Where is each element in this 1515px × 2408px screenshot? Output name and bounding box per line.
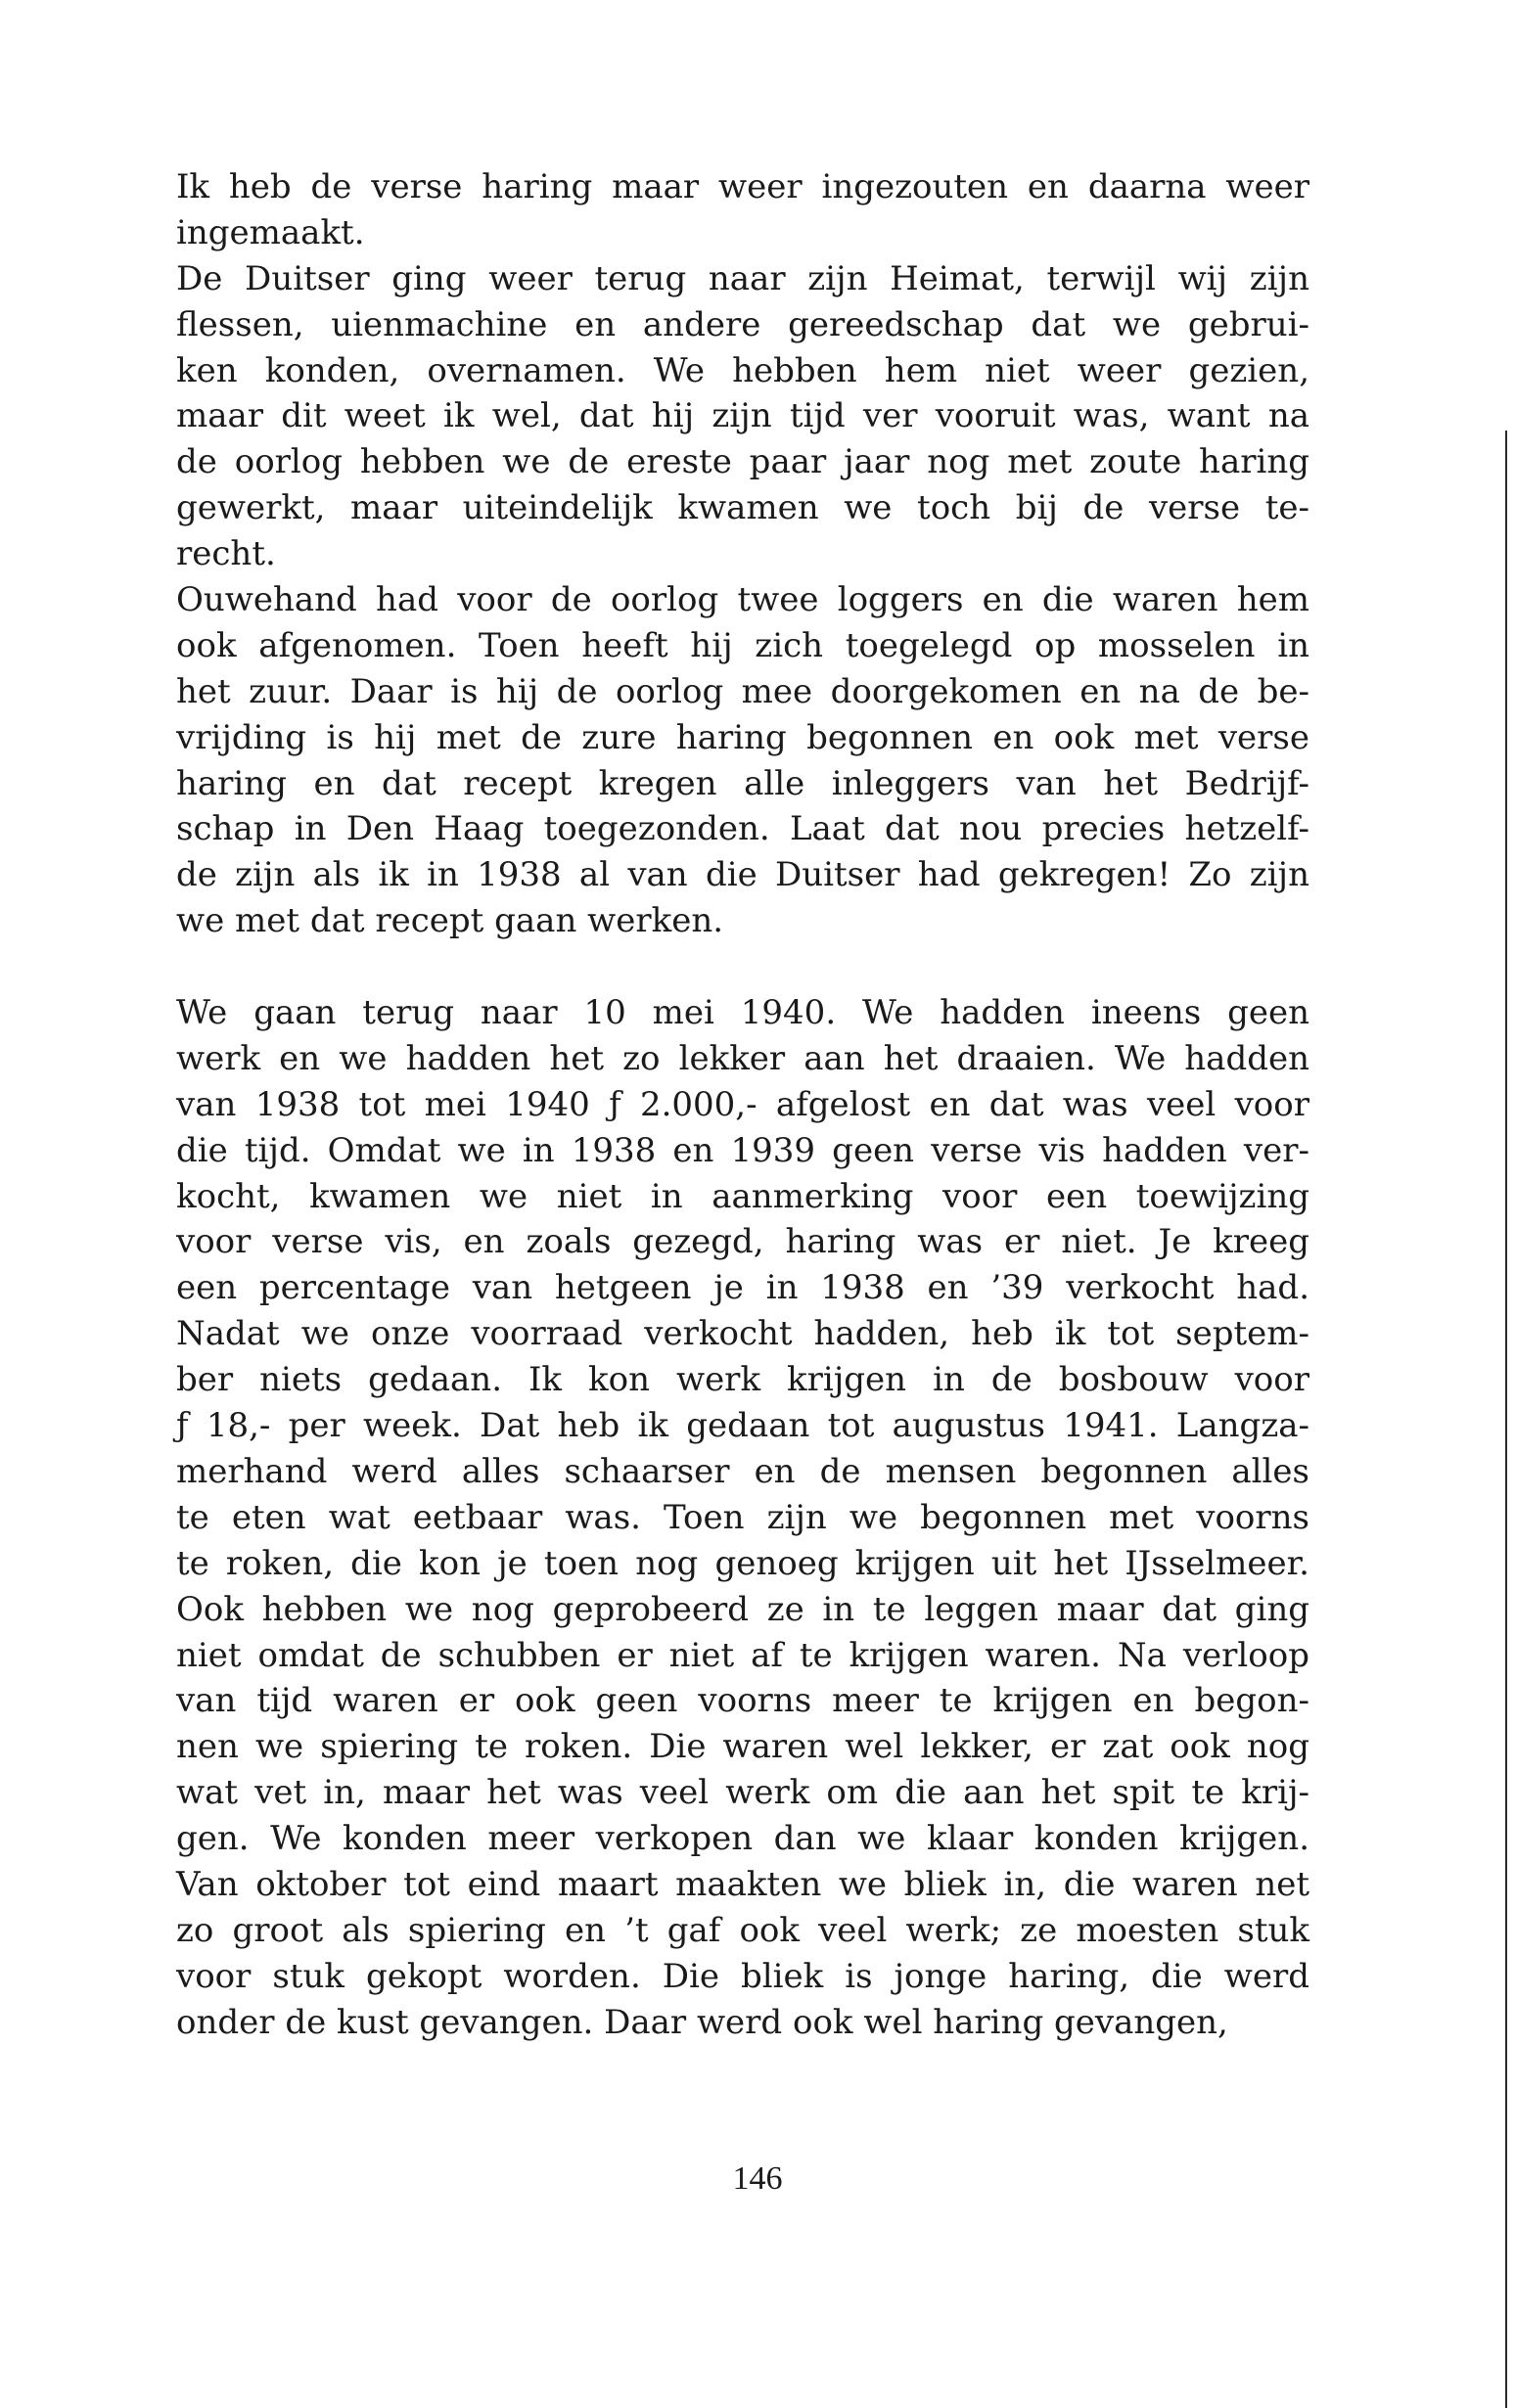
text-line: kocht, kwamen we niet in aanmerking voor een toewijzing [176,1176,1309,1216]
text-line: van tijd waren er ook geen voorns meer te krijgen en begon- [176,1681,1309,1721]
text-line: ook afgenomen. Toen heeft hij zich toegelegd op mosselen in [176,625,1309,665]
paragraph-1 [176,164,1309,256]
text-line: de oorlog hebben we de ereste paar jaar nog met zoute haring [176,442,1309,482]
text-line: wat vet in, maar het was veel werk om die aan het spit te krij- [176,1773,1309,1813]
text-line: Nadat we onze voorraad verkocht hadden, heb ik tot septem- [176,1314,1309,1354]
paragraph-3 [176,577,1309,944]
text-line: recht. [176,534,276,574]
text-line: flessen, uienmachine en andere gereedschap dat we gebrui- [176,304,1309,344]
paragraph-4 [176,990,1309,2045]
text-line: van 1938 tot mei 1940 ƒ 2.000,- afgelost en dat was veel voor [176,1084,1309,1124]
text-line: te eten wat eetbaar was. Toen zijn we begonnen met voorns [176,1497,1309,1537]
text-line: ƒ 18,- per week. Dat heb ik gedaan tot augustus 1941. Langza- [176,1406,1309,1446]
text-line: zo groot als spiering en ’t gaf ook veel werk; ze moesten stuk [176,1910,1309,1950]
text-line: haring en dat recept kregen alle inleggers van het Bedrijf- [176,763,1309,803]
text-line: die tijd. Omdat we in 1938 en 1939 geen verse vis hadden ver- [176,1130,1309,1170]
text-line: voor stuk gekopt worden. Die bliek is jonge haring, die werd [176,1956,1309,1996]
text-line: Ik heb de verse haring maar weer ingezouten en daarna weer [176,167,1309,206]
text-line: ingemaakt. [176,212,365,252]
text-line: te roken, die kon je toen nog genoeg krijgen uit het IJsselmeer. [176,1543,1309,1583]
body-text [176,164,1309,2046]
paragraph-gap [176,944,1309,990]
text-line: werk en we hadden het zo lekker aan het draaien. We hadden [176,1038,1309,1078]
text-line: vrijding is hij met de zure haring begonnen en ook met verse [176,717,1309,757]
text-line: gewerkt, maar uiteindelijk kwamen we toch bij de verse te- [176,488,1309,528]
text-line: maar dit weet ik wel, dat hij zijn tijd ver vooruit was, want na [176,396,1309,436]
text-line: gen. We konden meer verkopen dan we klaar konden krijgen. [176,1819,1309,1859]
text-line: de zijn als ik in 1938 al van die Duitser had gekregen! Zo zijn [176,855,1309,895]
paragraph-2 [176,256,1309,577]
text-line: een percentage van hetgeen je in 1938 en ’39 verkocht had. [176,1268,1309,1308]
text-line: nen we spiering te roken. Die waren wel lekker, er zat ook nog [176,1727,1309,1767]
text-line: merhand werd alles schaarser en de mensen begonnen alles [176,1451,1309,1491]
text-line: voor verse vis, en zoals gezegd, haring was er niet. Je kreeg [176,1222,1309,1262]
text-line: De Duitser ging weer terug naar zijn Heimat, terwijl wij zijn [176,258,1309,298]
text-line: het zuur. Daar is hij de oorlog mee doorgekomen en na de be- [176,671,1309,711]
text-line: we met dat recept gaan werken. [176,901,724,941]
page-edge-line [1505,431,1507,2408]
page-number: 146 [732,2160,783,2197]
text-line: Van oktober tot eind maart maakten we bliek in, die waren net [176,1864,1309,1904]
text-line: ken konden, overnamen. We hebben hem niet weer gezien, [176,350,1309,390]
text-line: onder de kust gevangen. Daar werd ook wel haring gevangen, [176,2002,1228,2042]
text-line: We gaan terug naar 10 mei 1940. We hadden ineens geen [176,993,1309,1033]
text-line: ber niets gedaan. Ik kon werk krijgen in de bosbouw voor [176,1360,1309,1400]
text-line: Ook hebben we nog geprobeerd ze in te leggen maar dat ging [176,1589,1309,1629]
text-line: niet omdat de schubben er niet af te krijgen waren. Na verloop [176,1635,1309,1675]
text-line: Ouwehand had voor de oorlog twee loggers en die waren hem [176,580,1309,620]
text-line: schap in Den Haag toegezonden. Laat dat nou precies hetzelf- [176,809,1309,849]
